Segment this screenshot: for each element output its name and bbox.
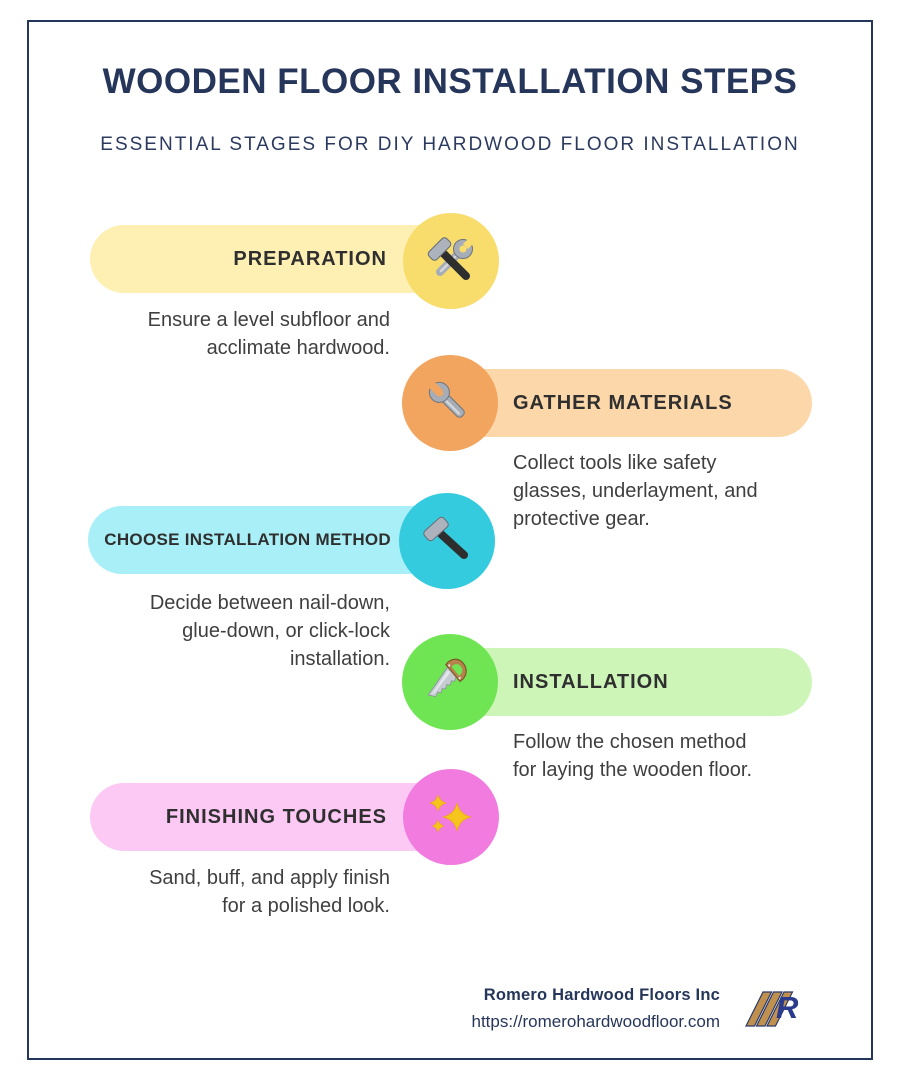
step-description	[513, 728, 853, 784]
step-pill-preparation	[90, 225, 455, 293]
step-description-line: protective gear.	[513, 508, 650, 530]
step-label: INSTALLATION	[513, 670, 669, 693]
step-icon-circle	[403, 769, 499, 865]
page-subtitle: ESSENTIAL STAGES FOR DIY HARDWOOD FLOOR INSTALLATION	[100, 134, 800, 155]
step-description-line: installation.	[289, 648, 390, 670]
step-label: PREPARATION	[233, 247, 387, 270]
step-pill-gather-materials	[450, 369, 812, 437]
step-description	[513, 449, 843, 533]
step-description-line: Collect tools like safety	[513, 452, 717, 474]
website-url: https://romerohardwoodfloor.com	[471, 1012, 720, 1031]
step-description-line: Sand, buff, and apply finish	[149, 867, 390, 889]
saw-icon	[422, 654, 478, 710]
company-logo	[745, 991, 807, 1029]
step-description-line: acclimate hardwood.	[206, 337, 390, 359]
step-description-line: Decide between nail-down,	[149, 592, 390, 614]
step-description	[60, 306, 390, 362]
step-description-line: for a polished look.	[222, 895, 390, 917]
footer	[380, 986, 720, 1032]
hammer-icon	[419, 513, 475, 569]
step-icon-circle	[399, 493, 495, 589]
step-label: GATHER MATERIALS	[513, 391, 733, 414]
logo-letter: R	[776, 991, 799, 1025]
step-label: FINISHING TOUCHES	[165, 805, 387, 828]
hammer-and-wrench-icon	[423, 233, 479, 289]
page-title: WOODEN FLOOR INSTALLATION STEPS	[102, 62, 798, 101]
step-description-line: Ensure a level subfloor and	[147, 309, 390, 331]
step-description-line: for laying the wooden floor.	[513, 759, 753, 781]
step-icon-circle	[402, 355, 498, 451]
step-label: CHOOSE INSTALLATION METHOD	[104, 530, 391, 549]
sparkles-icon	[423, 789, 479, 845]
step-description	[60, 589, 390, 673]
step-icon-circle	[403, 213, 499, 309]
step-pill-installation	[450, 648, 812, 716]
step-description	[60, 864, 390, 920]
wrench-icon	[422, 375, 478, 431]
step-description-line: glasses, underlayment, and	[513, 480, 758, 502]
step-icon-circle	[402, 634, 498, 730]
company-name: Romero Hardwood Floors Inc	[483, 986, 720, 1004]
step-description-line: Follow the chosen method	[513, 731, 747, 753]
step-pill-finishing-touches	[90, 783, 455, 851]
step-description-line: glue-down, or click-lock	[182, 620, 390, 642]
